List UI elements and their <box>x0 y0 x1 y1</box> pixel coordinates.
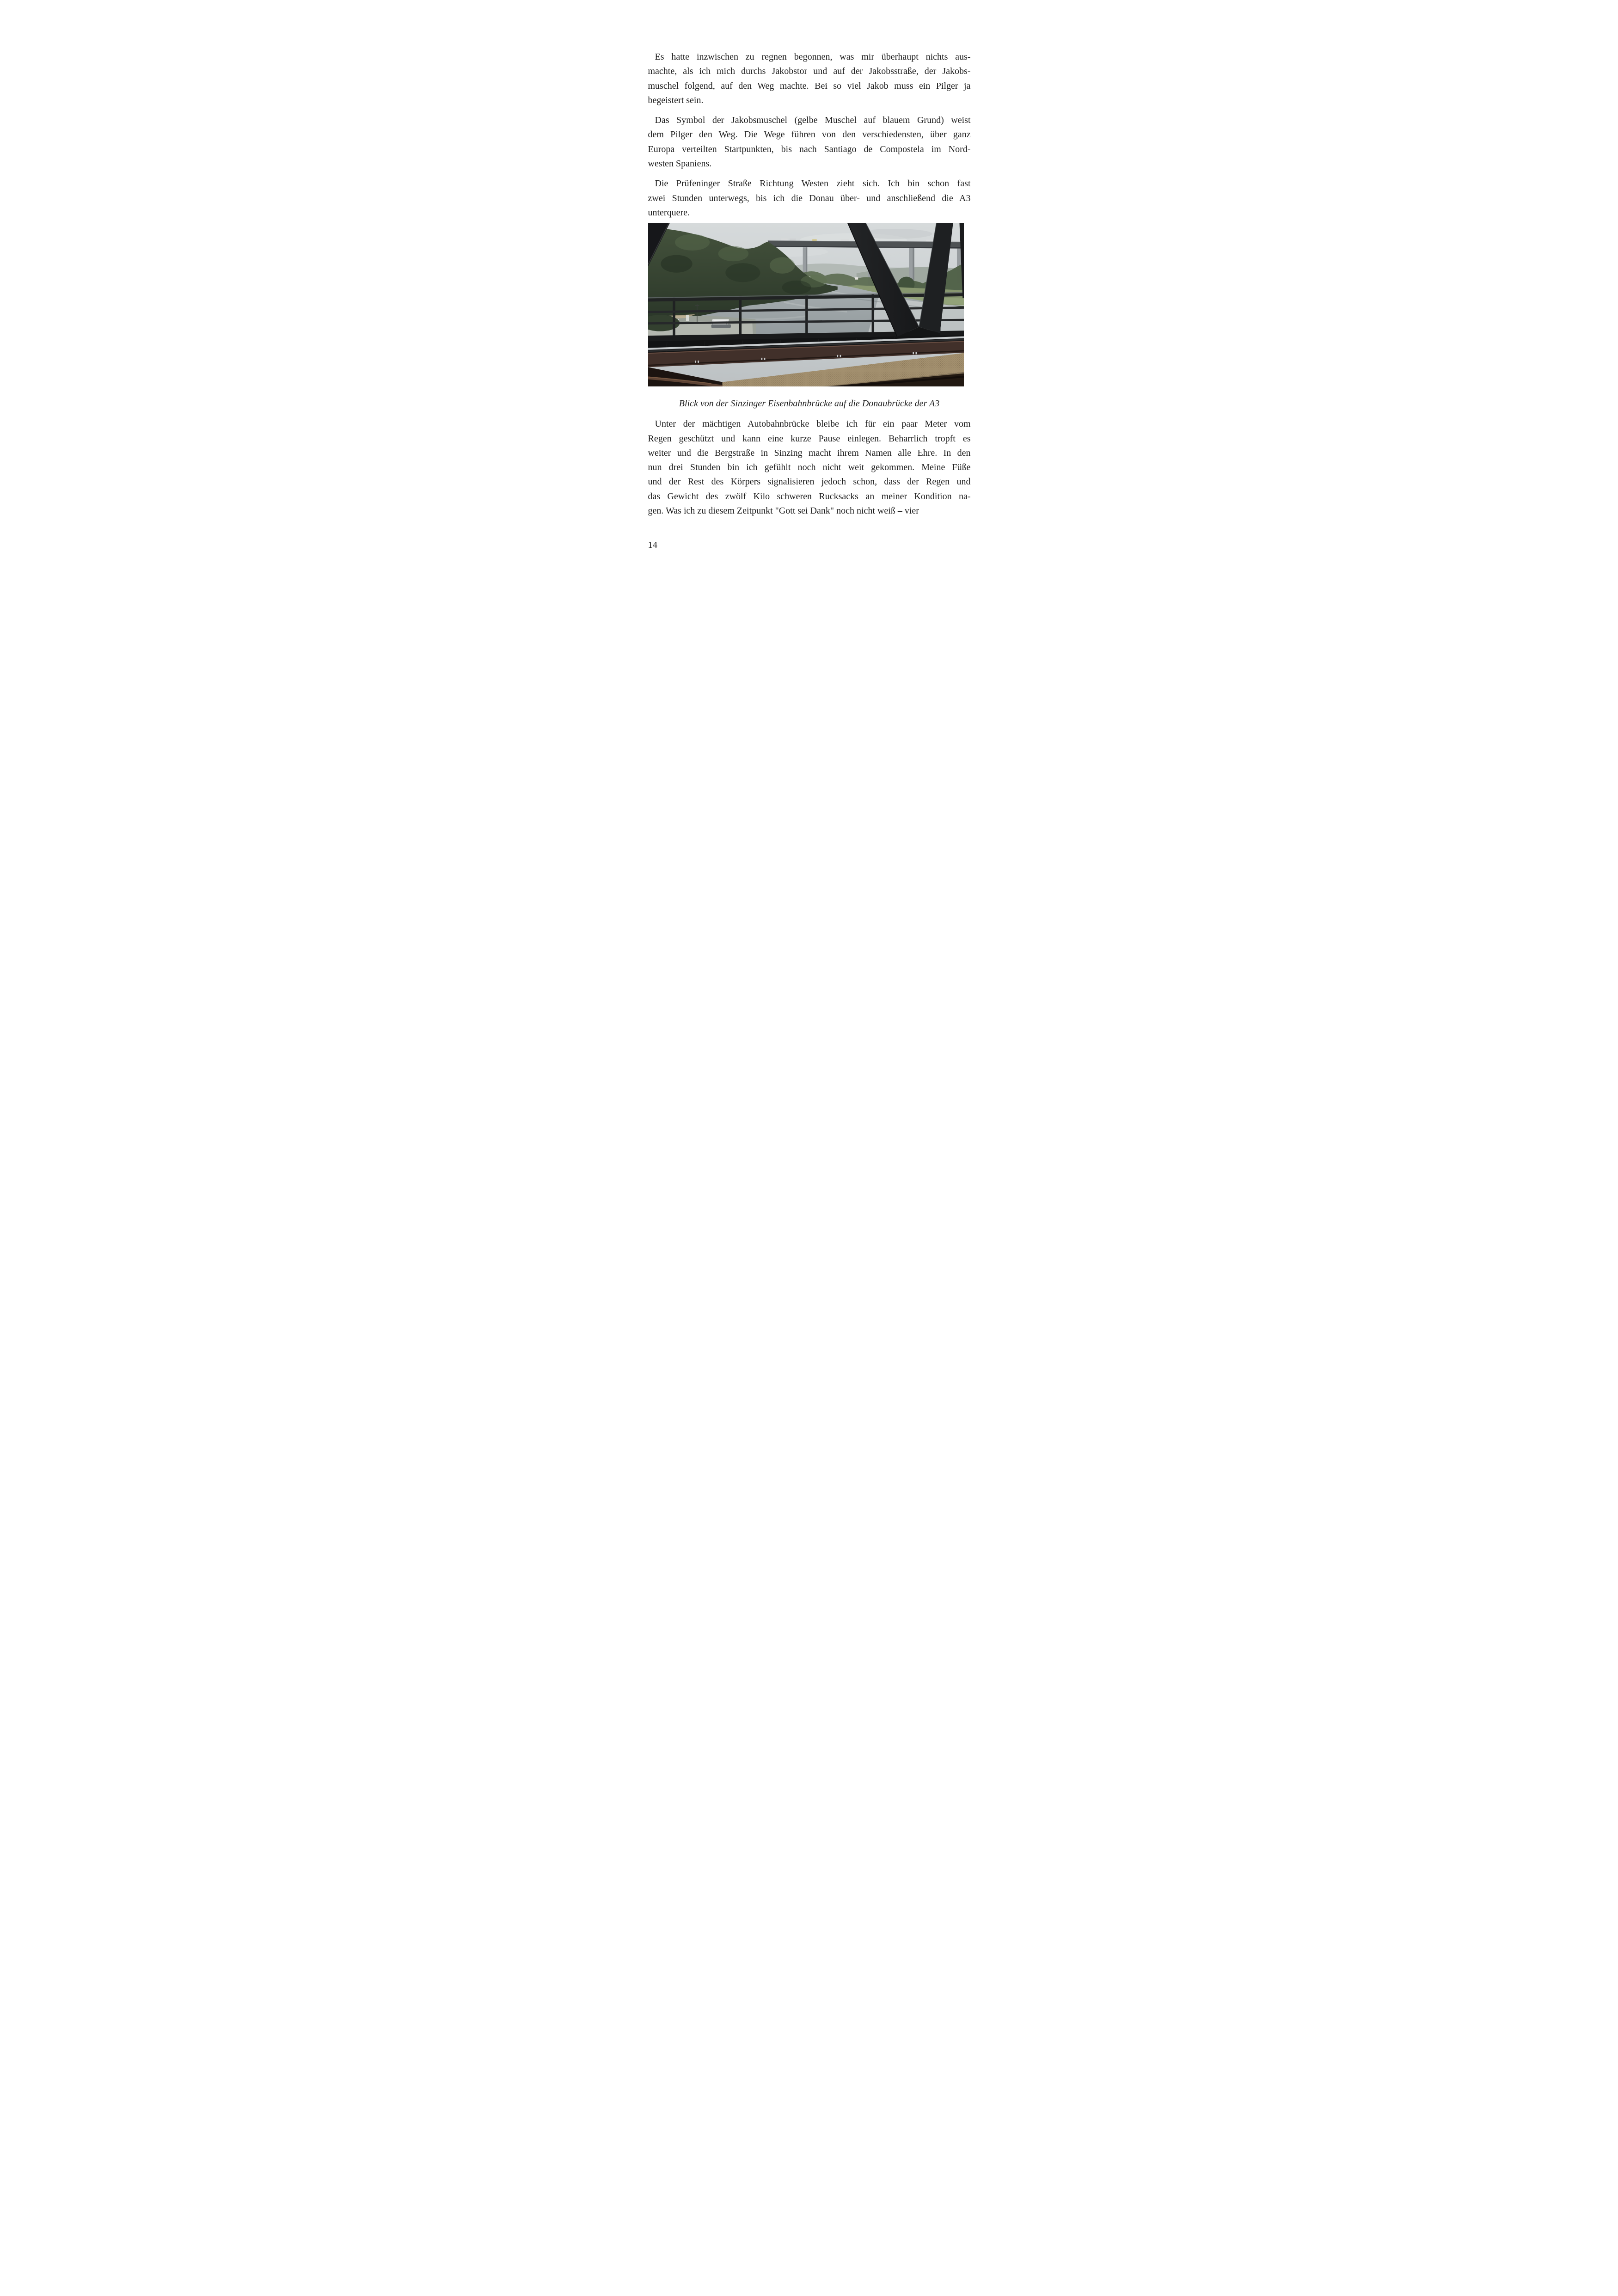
text-line: westen Spaniens. <box>648 159 712 169</box>
text-line: Die Prüfeninger Straße Richtung Westen zieht sich. Ich bin schon fast <box>655 178 971 189</box>
text-column <box>648 50 971 552</box>
text-line: Das Symbol der Jakobsmuschel (gelbe Muschel auf blauem Grund) weist <box>655 115 971 126</box>
text-line: dem Pilger den Weg. Die Wege führen von den verschiedensten, über ganz <box>648 129 971 140</box>
photo-caption: Blick von der Sinzinger Eisenbahnbrücke auf die Donaubrücke der A3 <box>679 398 940 409</box>
text-line: Regen geschützt und kann eine kurze Pause einlegen. Beharrlich tropft es <box>648 433 971 444</box>
text-line: muschel folgend, auf den Weg machte. Bei so viel Jakob muss ein Pilger ja <box>648 80 971 91</box>
body-paragraph <box>648 50 971 108</box>
text-line: zwei Stunden unterwegs, bis ich die Donau über- und anschließend die A3 <box>648 193 971 203</box>
text-line: begeistert sein. <box>648 95 704 105</box>
text-line: Unter der mächtigen Autobahnbrücke bleibe ich für ein paar Meter vom <box>655 419 971 429</box>
text-line: nun drei Stunden bin ich gefühlt noch nicht weit gekommen. Meine Füße <box>648 462 971 473</box>
text-line: Europa verteilten Startpunkten, bis nach Santiago de Compostela im Nord- <box>648 144 971 154</box>
page-number: 14 <box>648 540 657 551</box>
body-paragraph <box>648 417 971 518</box>
text-line: Es hatte inzwischen zu regnen begonnen, was mir überhaupt nichts aus- <box>655 52 971 62</box>
text-line: gen. Was ich zu diesem Zeitpunkt "Gott sei Dank" noch nicht weiß – vier <box>648 506 919 516</box>
text-line: unterquere. <box>648 207 690 218</box>
book-page <box>607 0 1011 574</box>
text-line: weiter und die Bergstraße in Sinzing macht ihrem Namen alle Ehre. In den <box>648 447 971 458</box>
text-line: machte, als ich mich durchs Jakobstor und auf der Jakobsstraße, der Jakobs- <box>648 66 971 77</box>
text-line: und der Rest des Körpers signalisieren jedoch schon, dass der Regen und <box>648 477 971 487</box>
photo-sinzinger-eisenbahnbruecke <box>648 223 964 386</box>
photo-illustration <box>648 223 964 386</box>
text-line: das Gewicht des zwölf Kilo schweren Rucksacks an meiner Kondition na- <box>648 491 971 502</box>
body-paragraph <box>648 177 971 220</box>
body-paragraph <box>648 113 971 171</box>
